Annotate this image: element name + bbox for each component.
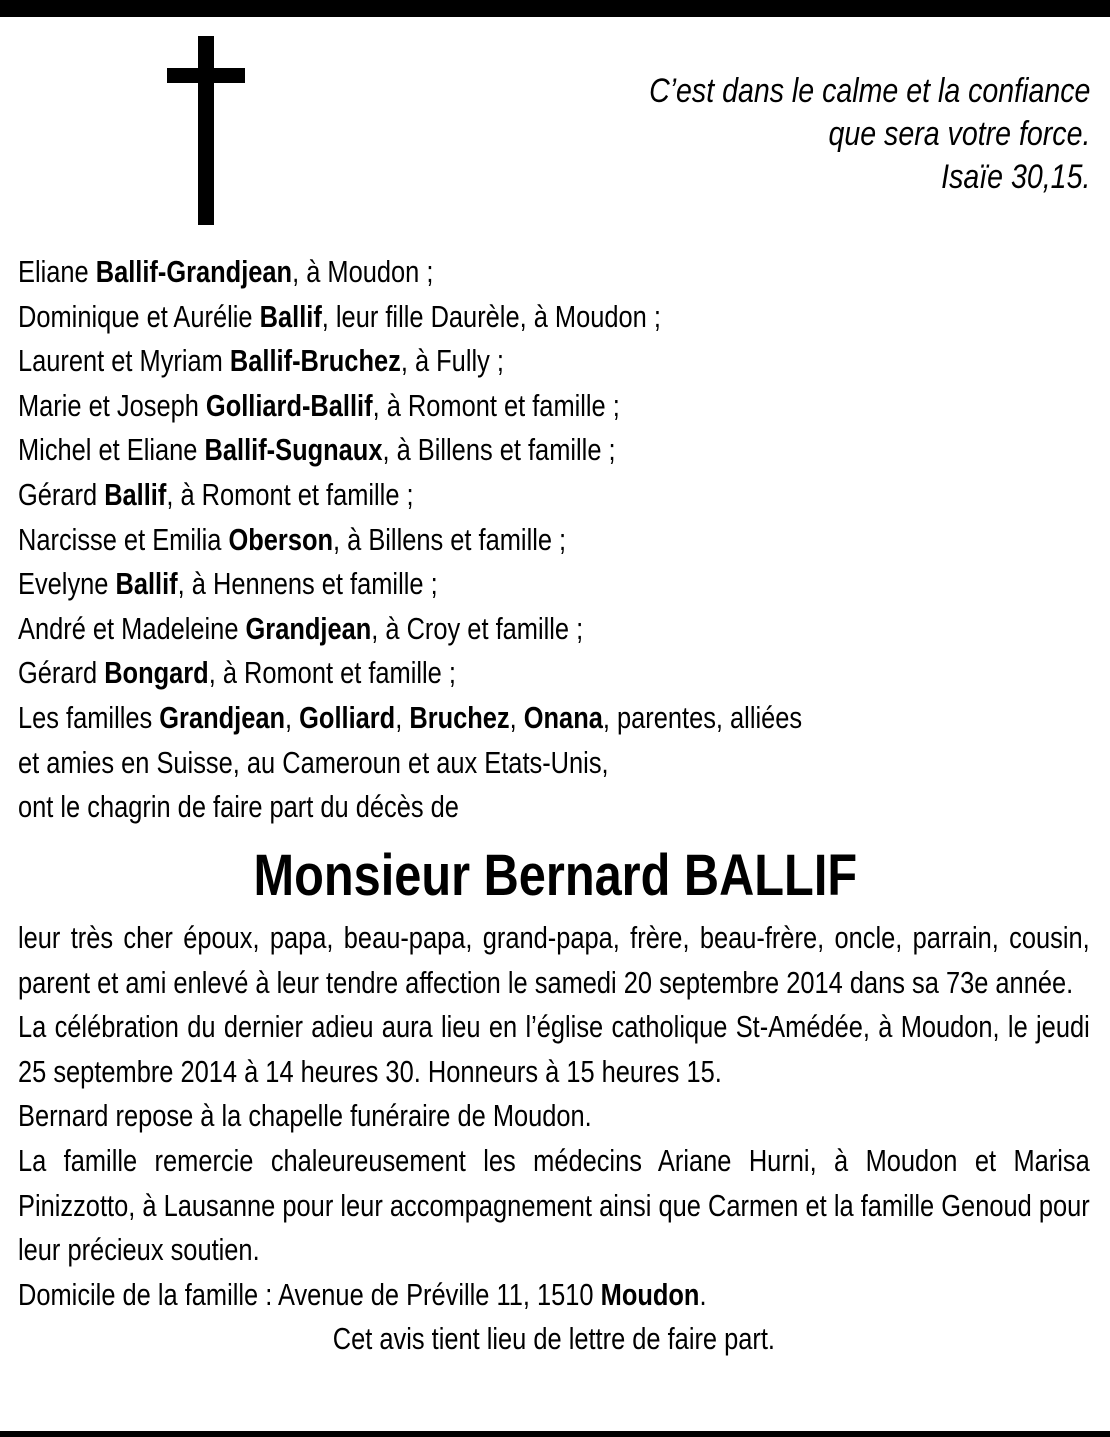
family-text: ont le chagrin de faire part du décès de: [18, 789, 459, 825]
family-surname: Ballif-Sugnaux: [204, 432, 383, 468]
family-line: [18, 473, 1090, 518]
family-surname: Ballif-Grandjean: [95, 254, 293, 289]
top-border: [0, 0, 1110, 17]
family-text: André et Madeleine: [18, 610, 246, 646]
announcement-body: [18, 916, 1090, 1362]
paragraph-thanks: La famille remercie chaleureusement les médecins Ariane Hurni, à Moudon et Marisa Pinizzotto, à Lausanne pour leur accompagnement ainsi que Carmen et la famille Genoud pour leur précieux soutien.: [18, 1142, 1090, 1268]
family-line: [18, 295, 1090, 340]
family-text: , à Moudon ;: [292, 254, 434, 289]
family-text: Narcisse et Emilia: [18, 521, 229, 557]
family-text: , à Billens et famille ;: [333, 521, 567, 557]
family-text: Evelyne: [18, 566, 116, 602]
quote-line: C’est dans le calme et la confiance: [648, 72, 1090, 110]
family-text: , à Fully ;: [400, 343, 504, 379]
family-text: Eliane: [18, 254, 96, 289]
family-surname: Ballif: [259, 298, 322, 334]
family-line: [18, 428, 1090, 473]
quote-line: que sera votre force.: [828, 115, 1090, 153]
bottom-border: [0, 1431, 1110, 1437]
family-list: [18, 250, 1090, 830]
family-surname: Golliard-Ballif: [205, 387, 373, 423]
family-surname: Ballif: [115, 566, 178, 602]
family-text: et amies en Suisse, au Cameroun et aux Etats-Unis,: [18, 744, 609, 780]
family-line: [18, 339, 1090, 384]
family-text: ,: [395, 699, 410, 735]
quote-reference: Isaïe 30,15.: [940, 158, 1090, 196]
family-text: Michel et Eliane: [18, 432, 205, 468]
deceased-name-heading: Monsieur Bernard BALLIF: [253, 843, 857, 908]
family-text: Gérard: [18, 476, 105, 512]
family-text: , leur fille Daurèle, à Moudon ;: [321, 298, 661, 334]
bible-quote: [649, 70, 1090, 199]
family-surname: Bongard: [104, 655, 209, 691]
family-surname: Ballif: [104, 476, 167, 512]
family-line: [18, 250, 1090, 295]
family-surname: Grandjean: [159, 699, 286, 735]
family-line: [18, 518, 1090, 563]
family-line: [18, 651, 1090, 696]
family-surname: Ballif-Bruchez: [229, 343, 401, 379]
family-text: ,: [285, 699, 300, 735]
family-line: [18, 607, 1090, 652]
family-line: [18, 785, 1090, 830]
family-text: Laurent et Myriam: [18, 343, 230, 379]
closing-note: Cet avis tient lieu de lettre de faire part.: [332, 1321, 776, 1357]
family-text: , à Romont et famille ;: [166, 476, 414, 512]
family-surname: Onana: [523, 699, 603, 735]
family-line: [18, 384, 1090, 429]
family-text: Marie et Joseph: [18, 387, 206, 423]
family-text: ,: [509, 699, 524, 735]
paragraph-rest: Bernard repose à la chapelle funéraire de Moudon.: [18, 1098, 592, 1134]
family-line: [18, 696, 1090, 741]
family-text: Gérard: [18, 655, 105, 691]
family-surname: Oberson: [228, 521, 334, 557]
family-text: , à Romont et famille ;: [372, 387, 620, 423]
family-text: , à Billens et famille ;: [382, 432, 616, 468]
family-text: , à Hennens et famille ;: [177, 566, 438, 602]
domicile-line: Domicile de la famille : Avenue de Préville 11, 1510 Moudon.: [18, 1276, 707, 1312]
family-surname: Grandjean: [245, 610, 372, 646]
family-text: , à Romont et famille ;: [208, 655, 456, 691]
family-text: , à Croy et famille ;: [371, 610, 584, 646]
family-surname: Bruchez: [409, 699, 510, 735]
family-line: [18, 741, 1090, 786]
family-text: Dominique et Aurélie: [18, 298, 260, 334]
paragraph-relations: leur très cher époux, papa, beau-papa, grand-papa, frère, beau-frère, oncle, parrain, cousin, parent et ami enlevé à leur tendre affection le samedi 20 septembre 2014 dans sa 73e année.: [18, 920, 1090, 1000]
family-surname: Golliard: [299, 699, 396, 735]
family-text: , parentes, alliées: [602, 699, 803, 735]
family-text: Les familles: [18, 699, 160, 735]
paragraph-ceremony: La célébration du dernier adieu aura lieu en l’église catholique St-Amédée, à Moudon, le jeudi 25 septembre 2014 à 14 heures 30. Honneurs à 15 heures 15.: [18, 1009, 1090, 1089]
family-line: [18, 562, 1090, 607]
